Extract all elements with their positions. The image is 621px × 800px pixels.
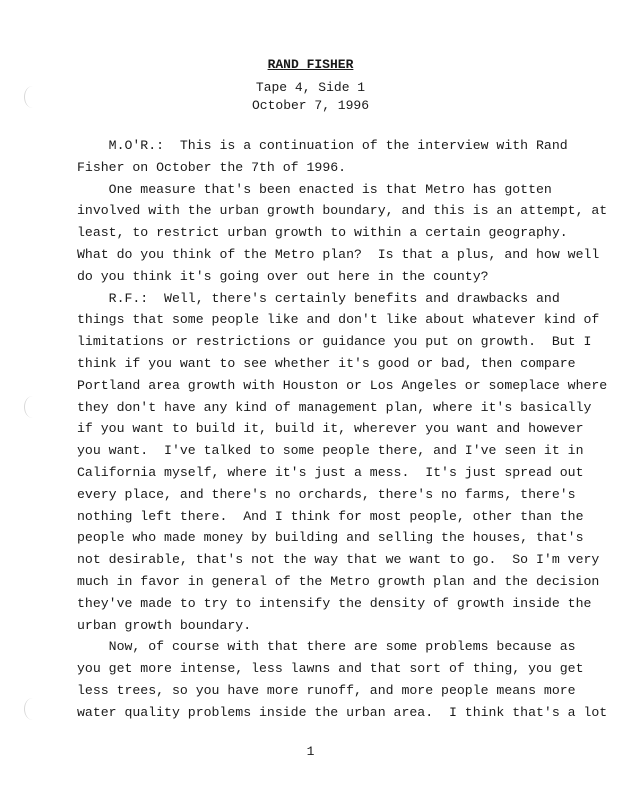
text-line: One measure that's been enacted is that Metro has gotten (77, 181, 552, 197)
text-line: they don't have any kind of management plan, where it's basically (77, 399, 592, 415)
text-line: water quality problems inside the urban area. I think that's a lot (77, 704, 608, 720)
text-line: do you think it's going over out here in the county? (77, 268, 489, 284)
text-line: much in favor in general of the Metro growth plan and the decision (77, 573, 600, 589)
text-line: Fisher on October the 7th of 1996. (77, 159, 347, 175)
text-line: limitations or restrictions or guidance you put on growth. But I (77, 334, 592, 350)
interviewee-name: RAND FISHER (267, 57, 354, 72)
text-line: M.O'R.: This is a continuation of the interview with Rand (77, 138, 568, 153)
interview-date: October 7, 1996 (251, 98, 370, 113)
punch-hole-mark (24, 396, 41, 418)
text-line: things that some people like and don't like about whatever kind of (77, 312, 600, 328)
text-line: urban growth boundary. (77, 617, 252, 633)
text-line: R.F.: Well, there's certainly benefits and drawbacks and (77, 290, 560, 306)
text-line: people who made money by building and selling the houses, that's (77, 530, 584, 546)
page-number: 1 (306, 744, 315, 759)
text-line: if you want to build it, build it, wherever you want and however (77, 421, 584, 437)
text-line: Portland area growth with Houston or Los Angeles or someplace where (77, 377, 608, 393)
punch-hole-mark (24, 698, 41, 720)
text-line: What do you think of the Metro plan? Is that a plus, and how well (77, 246, 600, 262)
text-line: California myself, where it's just a mess. It's just spread out (77, 464, 584, 480)
text-line: you get more intense, less lawns and that sort of thing, you get (77, 661, 584, 677)
text-line: least, to restrict urban growth to within a certain geography. (77, 225, 568, 241)
text-line: think if you want to see whether it's good or bad, then compare (77, 355, 576, 371)
text-line: not desirable, that's not the way that we want to go. So I'm very (77, 552, 600, 568)
text-line: every place, and there's no orchards, there's no farms, there's (77, 486, 576, 502)
tape-label: Tape 4, Side 1 (255, 80, 366, 95)
text-line: involved with the urban growth boundary, and this is an attempt, at (77, 203, 608, 219)
text-line: less trees, so you have more runoff, and more people means more (77, 682, 576, 698)
transcript-body (77, 135, 608, 724)
text-line: you want. I've talked to some people there, and I've seen it in (77, 443, 584, 459)
text-line: they've made to try to intensify the density of growth inside the (77, 595, 592, 611)
text-line: Now, of course with that there are some problems because as (77, 639, 576, 655)
text-line: nothing left there. And I think for most people, other than the (77, 508, 584, 524)
